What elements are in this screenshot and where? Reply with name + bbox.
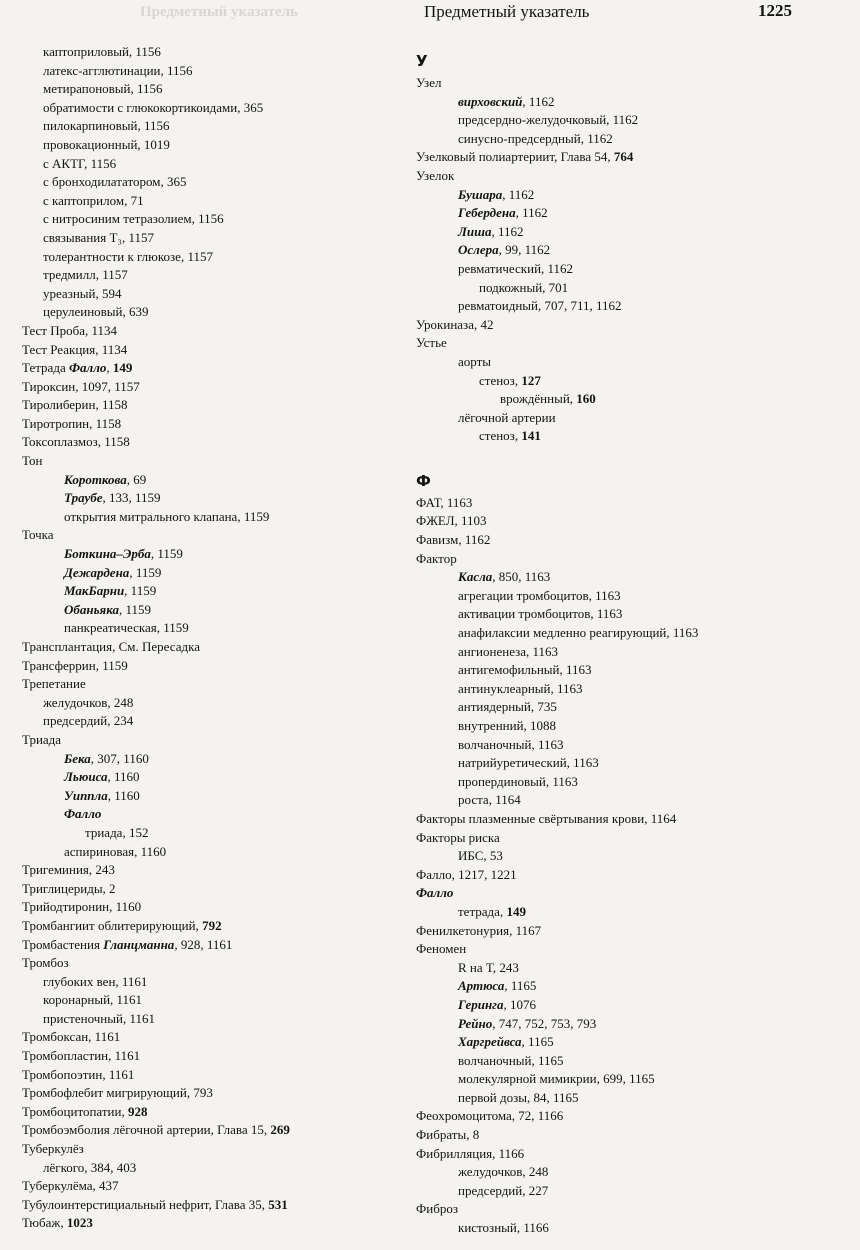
entry-text: , 1159 — [129, 564, 162, 580]
entry-text: , 307, 1160 — [90, 750, 149, 766]
index-subentry — [416, 186, 836, 205]
index-subentry — [416, 643, 836, 662]
index-subentry — [416, 1052, 836, 1071]
entry-text: Тиролиберин, 1158 — [22, 397, 128, 413]
entry-text: агрегации тромбоцитов, 1163 — [458, 587, 621, 603]
entry-text: Тромбастения — [22, 936, 104, 952]
eponym-text: Траубе — [64, 490, 103, 506]
index-subentry — [416, 587, 836, 606]
index-entry — [22, 1028, 402, 1047]
index-entry — [22, 880, 402, 899]
index-subentry — [416, 624, 836, 643]
entry-text: , 1162 — [491, 223, 524, 239]
index-subentry — [22, 619, 402, 638]
eponym-text: Артюса — [458, 978, 505, 994]
index-entry — [416, 1200, 836, 1219]
index-subentry — [22, 991, 402, 1010]
index-entry — [416, 148, 836, 167]
entry-text: Тромбопоэтин, 1161 — [22, 1066, 135, 1082]
index-entry — [416, 1126, 836, 1145]
index-entry — [22, 433, 402, 452]
index-subentry — [22, 62, 402, 81]
entry-text: Фенилкетонурия, 1167 — [416, 922, 542, 938]
index-entry — [22, 1103, 402, 1122]
entry-text: R на T, 243 — [458, 959, 519, 975]
index-subentry — [22, 805, 402, 824]
entry-text: Узелок — [416, 167, 455, 183]
entry-text: , 69 — [126, 471, 147, 487]
index-subentry — [416, 754, 836, 773]
eponym-text: Харгрейвса — [458, 1034, 522, 1050]
eponym-text: Уиппла — [64, 787, 108, 803]
eponym-text: Боткина–Эрба — [64, 546, 151, 562]
index-subentry — [416, 372, 836, 391]
page-ref-bold: 141 — [521, 428, 541, 444]
index-subentry — [22, 973, 402, 992]
entry-text: , 1159 — [119, 601, 152, 617]
entry-text: предсердий, 234 — [43, 713, 134, 729]
eponym-text: Лиша — [458, 223, 492, 239]
entry-text: метирапоновый, 1156 — [43, 81, 163, 97]
entry-text: молекулярной мимикрии, 699, 1165 — [458, 1071, 655, 1087]
entry-text: Тетрада — [22, 360, 69, 376]
entry-text: Тромбоз — [22, 955, 69, 971]
entry-text: , 747, 752, 753, 793 — [492, 1015, 597, 1031]
entry-text: Тромбофлебит мигрирующий, 793 — [22, 1085, 213, 1101]
entry-text: Трансплантация, См. Пересадка — [22, 639, 200, 654]
entry-text: Фактор — [416, 550, 457, 566]
entry-text: , 1160 — [107, 787, 140, 803]
entry-text: Тубулоинтерстициальный нефрит, Глава 35, — [22, 1196, 269, 1212]
index-entry — [416, 922, 836, 941]
entry-text: Тиротропин, 1158 — [22, 415, 122, 431]
entry-text: , 1162 — [515, 205, 548, 221]
index-subentry — [22, 303, 402, 322]
entry-text: Тромбопластин, 1161 — [22, 1048, 141, 1064]
bleed-through-header: Предметный указатель — [140, 4, 298, 20]
entry-text: антигемофильный, 1163 — [458, 662, 592, 678]
index-subentry — [416, 1070, 836, 1089]
index-subentry — [416, 93, 836, 112]
entry-text: церулеиновый, 639 — [43, 304, 149, 320]
entry-text: тредмилл, 1157 — [43, 267, 128, 283]
index-subentry — [416, 241, 836, 260]
page-title: Предметный указатель — [424, 2, 590, 21]
entry-text: ИБС, 53 — [458, 848, 503, 864]
eponym-text: МакБарни — [64, 583, 125, 599]
index-entry — [22, 415, 402, 434]
index-entry — [416, 550, 836, 569]
entry-text: врождённый, — [500, 391, 577, 407]
index-subentry — [416, 279, 836, 298]
index-subentry — [416, 390, 836, 409]
entry-text: Фиброз — [416, 1201, 458, 1217]
index-subentry — [416, 260, 836, 279]
entry-text: аспириновая, 1160 — [64, 843, 167, 859]
index-entry — [22, 954, 402, 973]
page-ref-bold: 531 — [268, 1196, 288, 1212]
index-entry — [22, 322, 402, 341]
entry-text: синусно-предсердный, 1162 — [458, 130, 613, 146]
entry-text: Тироксин, 1097, 1157 — [22, 378, 140, 394]
entry-text: , 928, 1161 — [174, 936, 233, 952]
entry-text: , 850, 1163 — [492, 569, 551, 585]
index-entry — [22, 341, 402, 360]
entry-text: Тон — [22, 453, 43, 469]
index-entry — [22, 1084, 402, 1103]
eponym-text: Рейно — [458, 1015, 493, 1031]
entry-text: , 99, 1162 — [498, 242, 551, 258]
entry-text: каптоприловый, 1156 — [43, 44, 161, 59]
entry-text: Узел — [416, 75, 442, 90]
index-subentry — [22, 712, 402, 731]
index-subentry — [416, 1163, 836, 1182]
index-subentry — [22, 136, 402, 155]
index-subentry — [22, 1010, 402, 1029]
entry-text: , 1160 — [107, 769, 140, 785]
page-ref-bold: 792 — [202, 917, 222, 933]
index-subentry — [416, 111, 836, 130]
entry-text: Факторы риска — [416, 829, 500, 845]
index-entry — [416, 810, 836, 829]
index-entry — [22, 917, 402, 936]
entry-text: Трансферрин, 1159 — [22, 657, 128, 673]
entry-text: с бронходилататором, 365 — [43, 174, 187, 190]
index-subentry — [416, 996, 836, 1015]
eponym-text: Бека — [64, 750, 91, 766]
entry-text: Трепетание — [22, 676, 86, 692]
index-entry — [22, 1214, 402, 1233]
index-entry — [416, 167, 836, 186]
entry-text: , 1165 — [521, 1034, 554, 1050]
index-entry — [22, 378, 402, 397]
entry-text: Тюбаж, — [22, 1215, 67, 1231]
index-subentry — [416, 717, 836, 736]
index-entry — [416, 512, 836, 531]
entry-text: с АКТГ, 1156 — [43, 155, 117, 171]
entry-text: коронарный, 1161 — [43, 992, 143, 1008]
entry-text: желудочков, 248 — [458, 1164, 549, 1180]
page-ref-bold: 764 — [613, 149, 634, 165]
eponym-text: Геринга — [458, 996, 504, 1012]
index-subentry — [416, 130, 836, 149]
index-subentry — [22, 99, 402, 118]
index-entry — [22, 1177, 402, 1196]
index-entry — [22, 1140, 402, 1159]
index-subentry — [22, 582, 402, 601]
index-subentry — [416, 903, 836, 922]
index-subentry — [22, 768, 402, 787]
index-subentry — [416, 1219, 836, 1238]
eponym-text: Бушара — [458, 186, 503, 202]
page-header — [0, 0, 860, 30]
index-entry — [22, 898, 402, 917]
entry-text: Фибраты, 8 — [416, 1127, 480, 1143]
index-entry — [22, 1196, 402, 1215]
index-entry — [22, 396, 402, 415]
entry-text: Тромбангиит облитерирующий, — [22, 917, 203, 933]
index-entry — [22, 936, 402, 955]
entry-text: предсердно-желудочковый, 1162 — [458, 112, 639, 128]
page-ref-bold: 149 — [506, 903, 526, 919]
section-gap — [416, 446, 836, 468]
entry-text: ревматоидный, 707, 711, 1162 — [458, 298, 622, 314]
index-entry — [416, 866, 836, 885]
entry-text: Токсоплазмоз, 1158 — [22, 434, 130, 450]
entry-text: толерантности к глюкозе, 1157 — [43, 248, 213, 264]
eponym-text: Гланцманна — [103, 936, 175, 952]
eponym-text: Короткова — [64, 471, 127, 487]
entry-text: первой дозы, 84, 1165 — [458, 1089, 579, 1105]
entry-text: предсердий, 227 — [458, 1182, 549, 1198]
index-subentry — [22, 694, 402, 713]
entry-text: Фибрилляция, 1166 — [416, 1145, 525, 1161]
entry-text: Точка — [22, 527, 54, 543]
index-entry — [22, 638, 402, 657]
index-entry — [22, 675, 402, 694]
entry-text: открытия митрального клапана, 1159 — [64, 508, 270, 524]
index-subentry — [416, 959, 836, 978]
entry-text: Фалло, 1217, 1221 — [416, 866, 517, 882]
eponym-text: Гебердена — [458, 205, 516, 221]
entry-text: Триада — [22, 731, 62, 747]
entry-text: Феохромоцитома, 72, 1166 — [416, 1108, 564, 1124]
entry-text: Тромбоксан, 1161 — [22, 1029, 121, 1045]
entry-text: Туберкулёма, 437 — [22, 1178, 119, 1194]
index-subentry — [22, 750, 402, 769]
index-subentry — [22, 43, 402, 62]
entry-text: внутренний, 1088 — [458, 718, 557, 733]
index-column-right — [416, 48, 836, 1238]
index-entry — [416, 940, 836, 959]
entry-text: панкреатическая, 1159 — [64, 620, 189, 636]
index-entry — [416, 1145, 836, 1164]
index-entry — [22, 657, 402, 676]
entry-text: Тест Реакция, 1134 — [22, 341, 128, 357]
index-subentry — [22, 248, 402, 267]
index-subentry — [22, 80, 402, 99]
index-entry — [416, 74, 836, 93]
index-entry — [22, 1047, 402, 1066]
entry-text: пропердиновый, 1163 — [458, 773, 578, 789]
entry-text: пристеночный, 1161 — [43, 1010, 155, 1026]
index-entry — [416, 316, 836, 335]
index-subentry — [416, 1015, 836, 1034]
index-subentry — [416, 223, 836, 242]
entry-text: Фавизм, 1162 — [416, 532, 491, 548]
eponym-text: Касла — [458, 569, 493, 585]
index-subentry — [22, 824, 402, 843]
entry-text: Тест Проба, 1134 — [22, 322, 118, 338]
entry-text: , 1162 — [522, 93, 555, 109]
index-subentry — [416, 409, 836, 428]
index-subentry — [416, 680, 836, 699]
index-entry — [22, 526, 402, 545]
entry-text: волчаночный, 1165 — [458, 1052, 564, 1068]
entry-text: , 1159 — [124, 583, 157, 599]
index-subentry — [22, 155, 402, 174]
section-letter: Ф — [416, 471, 431, 490]
eponym-text: Дежардена — [64, 564, 130, 580]
index-subentry — [416, 736, 836, 755]
entry-text: ангионенеза, 1163 — [458, 643, 559, 659]
page-ref-bold: 269 — [270, 1122, 290, 1138]
entry-text: Факторы плазменные свёртывания крови, 1164 — [416, 810, 677, 826]
index-entry — [416, 494, 836, 513]
entry-text: ФЖЕЛ, 1103 — [416, 513, 487, 529]
index-entry — [22, 731, 402, 750]
index-subentry — [22, 285, 402, 304]
entry-text: антиядерный, 735 — [458, 699, 557, 715]
index-column-left — [22, 43, 402, 1233]
index-subentry — [22, 564, 402, 583]
entry-text: триада, 152 — [85, 824, 149, 840]
index-entry — [416, 334, 836, 353]
entry-text: уреазный, 594 — [43, 285, 122, 301]
index-subentry — [416, 847, 836, 866]
entry-text: , 1165 — [504, 978, 537, 994]
eponym-text: Льюиса — [64, 769, 108, 785]
page-ref-bold: 149 — [112, 360, 133, 376]
index-subentry — [22, 489, 402, 508]
index-subentry — [416, 568, 836, 587]
index-subentry — [416, 977, 836, 996]
index-subentry — [22, 843, 402, 862]
entry-text: желудочков, 248 — [43, 694, 134, 710]
entry-text: , 1076 — [503, 996, 536, 1012]
index-subentry — [22, 508, 402, 527]
index-subentry — [416, 791, 836, 810]
index-subentry — [416, 204, 836, 223]
index-entry — [22, 452, 402, 471]
eponym-text: Ослера — [458, 242, 499, 258]
index-subentry — [416, 297, 836, 316]
index-subentry — [22, 266, 402, 285]
entry-text: подкожный, 701 — [479, 279, 569, 295]
entry-text: пилокарпиновый, 1156 — [43, 118, 170, 134]
index-subentry — [22, 787, 402, 806]
index-subentry — [416, 1033, 836, 1052]
section-letter: У — [416, 52, 428, 70]
index-subentry — [416, 698, 836, 717]
eponym-text: Фалло — [64, 806, 102, 822]
entry-text: Триглицериды, 2 — [22, 880, 116, 896]
index-subentry — [22, 229, 402, 248]
entry-text: антинуклеарный, 1163 — [458, 680, 583, 696]
entry-text: Тромбоцитопатии, — [22, 1103, 128, 1119]
index-subentry — [22, 117, 402, 136]
entry-text: с нитросиним тетразолием, 1156 — [43, 211, 224, 227]
index-subentry — [22, 1159, 402, 1178]
eponym-text: Фалло — [416, 885, 454, 901]
entry-text: стеноз, — [479, 372, 522, 388]
page-ref-bold: 160 — [576, 391, 596, 407]
index-subentry — [22, 471, 402, 490]
entry-text: Туберкулёз — [22, 1141, 84, 1157]
entry-text: Тромбоэмболия лёгочной артерии, Глава 15, — [22, 1122, 271, 1138]
entry-text: , 133, 1159 — [102, 490, 161, 506]
index-subentry — [416, 1089, 836, 1108]
eponym-text: вирховский — [458, 93, 523, 109]
index-entry — [416, 884, 836, 903]
entry-text: тетрада, — [458, 903, 507, 919]
entry-text: натрийуретический, 1163 — [458, 755, 599, 771]
entry-text: кистозный, 1166 — [458, 1220, 549, 1236]
eponym-text: Обаньяка — [64, 601, 119, 617]
entry-text: роста, 1164 — [458, 792, 521, 808]
page-number: 1225 — [758, 1, 792, 20]
entry-text: , — [106, 360, 113, 376]
entry-text: анафилаксии медленно реагирующий, 1163 — [458, 625, 699, 641]
entry-text: волчаночный, 1163 — [458, 736, 564, 752]
entry-text: Узелковый полиартериит, Глава 54, — [416, 149, 614, 165]
index-entry — [416, 1107, 836, 1126]
index-entry — [22, 861, 402, 880]
entry-text: аорты — [458, 353, 492, 369]
index-entry — [22, 1121, 402, 1140]
entry-text: Устье — [416, 335, 447, 351]
page-ref-bold: 127 — [521, 372, 541, 388]
entry-text: стеноз, — [479, 428, 522, 444]
entry-text: Тригеминия, 243 — [22, 862, 115, 878]
index-subentry — [416, 353, 836, 372]
entry-text: Феномен — [416, 941, 467, 957]
entry-text: связывания T₃, 1157 — [43, 229, 154, 245]
entry-text: ревматический, 1162 — [458, 260, 574, 276]
entry-text: с каптоприлом, 71 — [43, 192, 144, 208]
entry-text: обратимости с глюкокортикоидами, 365 — [43, 99, 264, 115]
index-subentry — [416, 661, 836, 680]
index-entry — [416, 829, 836, 848]
entry-text: латекс-агглютинации, 1156 — [43, 62, 193, 78]
index-subentry — [22, 210, 402, 229]
index-subentry — [416, 427, 836, 446]
entry-text: , 1159 — [150, 546, 183, 562]
entry-text: ФАТ, 1163 — [416, 494, 473, 510]
entry-text: лёгкого, 384, 403 — [43, 1159, 137, 1175]
index-entry — [22, 1066, 402, 1085]
page-ref-bold: 928 — [127, 1103, 148, 1119]
index-subentry — [416, 605, 836, 624]
entry-text: лёгочной артерии — [458, 409, 556, 425]
entry-text: активации тромбоцитов, 1163 — [458, 606, 623, 622]
entry-text: глубоких вен, 1161 — [43, 973, 148, 989]
entry-text: Урокиназа, 42 — [416, 316, 494, 332]
entry-text: Трийодтиронин, 1160 — [22, 899, 142, 915]
index-subentry — [22, 192, 402, 211]
index-entry — [416, 531, 836, 550]
index-subentry — [416, 773, 836, 792]
index-subentry — [416, 1182, 836, 1201]
index-subentry — [22, 545, 402, 564]
eponym-text: Фалло — [68, 360, 107, 376]
index-subentry — [22, 173, 402, 192]
entry-text: провокационный, 1019 — [43, 136, 170, 152]
page-ref-bold: 1023 — [66, 1215, 93, 1231]
index-subentry — [22, 601, 402, 620]
entry-text: , 1162 — [502, 186, 535, 202]
index-entry — [22, 359, 402, 378]
